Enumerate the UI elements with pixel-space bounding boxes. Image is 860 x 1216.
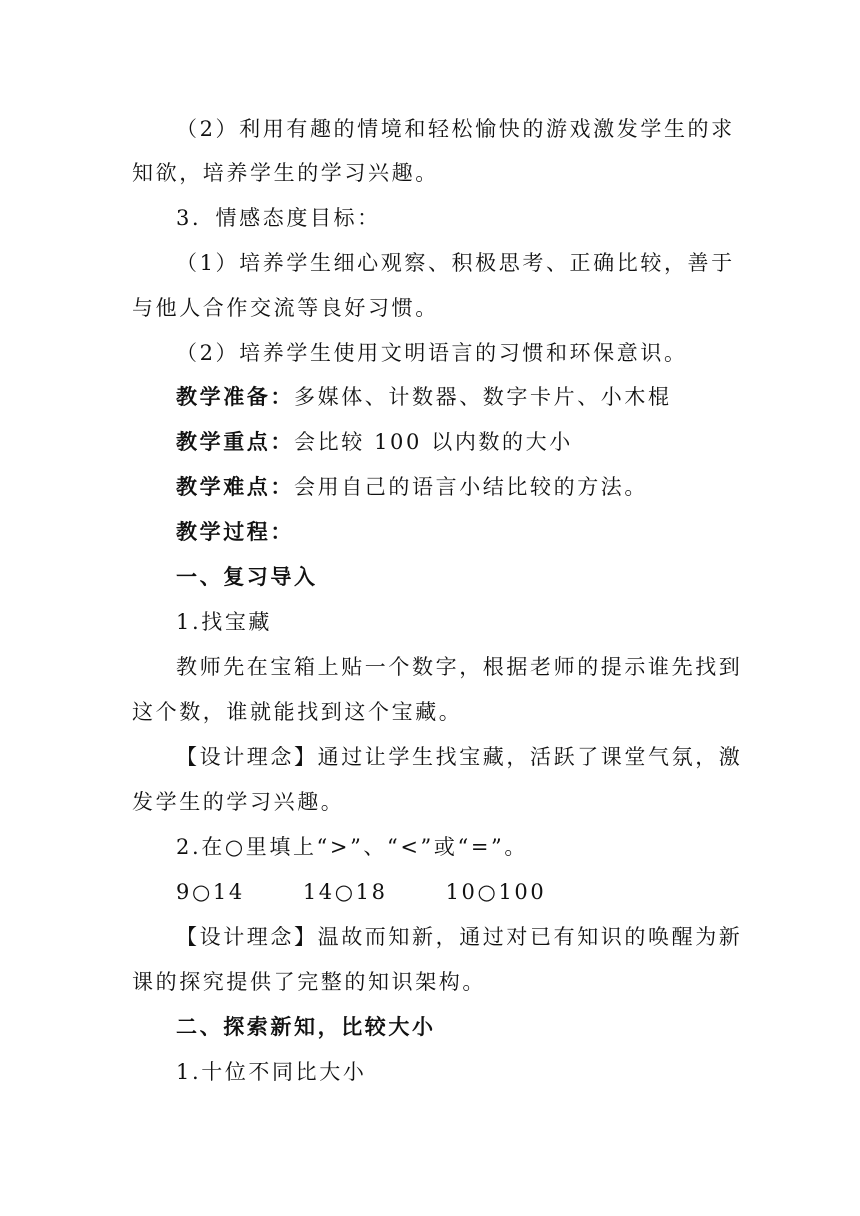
paragraph-line: 教师先在宝箱上贴一个数字，根据老师的提示谁先找到 bbox=[176, 655, 743, 679]
comparison-item: 9○14 bbox=[176, 880, 245, 904]
key-point bbox=[176, 427, 573, 457]
teaching-prep bbox=[176, 382, 672, 412]
design-note-line: 【设计理念】通过让学生找宝藏，活跃了课堂气氛，激 bbox=[176, 745, 743, 769]
paragraph-line: 这个数，谁就能找到这个宝藏。 bbox=[132, 700, 463, 724]
paragraph-line: （2）培养学生使用文明语言的习惯和环保意识。 bbox=[176, 341, 688, 365]
section-heading: 二、探索新知，比较大小 bbox=[176, 1015, 436, 1039]
teaching-prep-label: 教学准备： bbox=[176, 385, 294, 409]
design-note-line: 发学生的学习兴趣。 bbox=[132, 790, 345, 814]
design-note-line: 【设计理念】温故而知新，通过对已有知识的唤醒为新 bbox=[176, 925, 743, 949]
paragraph-line: 知欲，培养学生的学习兴趣。 bbox=[132, 161, 439, 185]
teaching-prep-value: 多媒体、计数器、数字卡片、小木棍 bbox=[294, 385, 672, 409]
paragraph-line: （1）培养学生细心观察、积极思考、正确比较，善于 bbox=[176, 251, 735, 275]
key-point-label: 教学重点： bbox=[176, 430, 294, 454]
section-heading: 一、复习导入 bbox=[176, 565, 318, 589]
comparison-item: 14○18 bbox=[302, 880, 388, 904]
paragraph-line: 与他人合作交流等良好习惯。 bbox=[132, 296, 439, 320]
item-title: 1.十位不同比大小 bbox=[176, 1060, 367, 1084]
item-title: 2.在○里填上“>”、“<”或“=”。 bbox=[176, 835, 528, 859]
comparison-item: 10○100 bbox=[445, 880, 547, 904]
difficulty bbox=[176, 472, 648, 502]
process-heading: 教学过程： bbox=[176, 520, 294, 544]
comparison-row bbox=[176, 877, 546, 907]
paragraph-line: （2）利用有趣的情境和轻松愉快的游戏激发学生的求 bbox=[176, 117, 735, 141]
key-point-value: 会比较 100 以内数的大小 bbox=[294, 430, 573, 454]
goal-heading: 3．情感态度目标： bbox=[176, 206, 381, 230]
difficulty-value: 会用自己的语言小结比较的方法。 bbox=[294, 475, 648, 499]
item-title: 1.找宝藏 bbox=[176, 610, 273, 634]
difficulty-label: 教学难点： bbox=[176, 475, 294, 499]
design-note-line: 课的探究提供了完整的知识架构。 bbox=[132, 970, 486, 994]
